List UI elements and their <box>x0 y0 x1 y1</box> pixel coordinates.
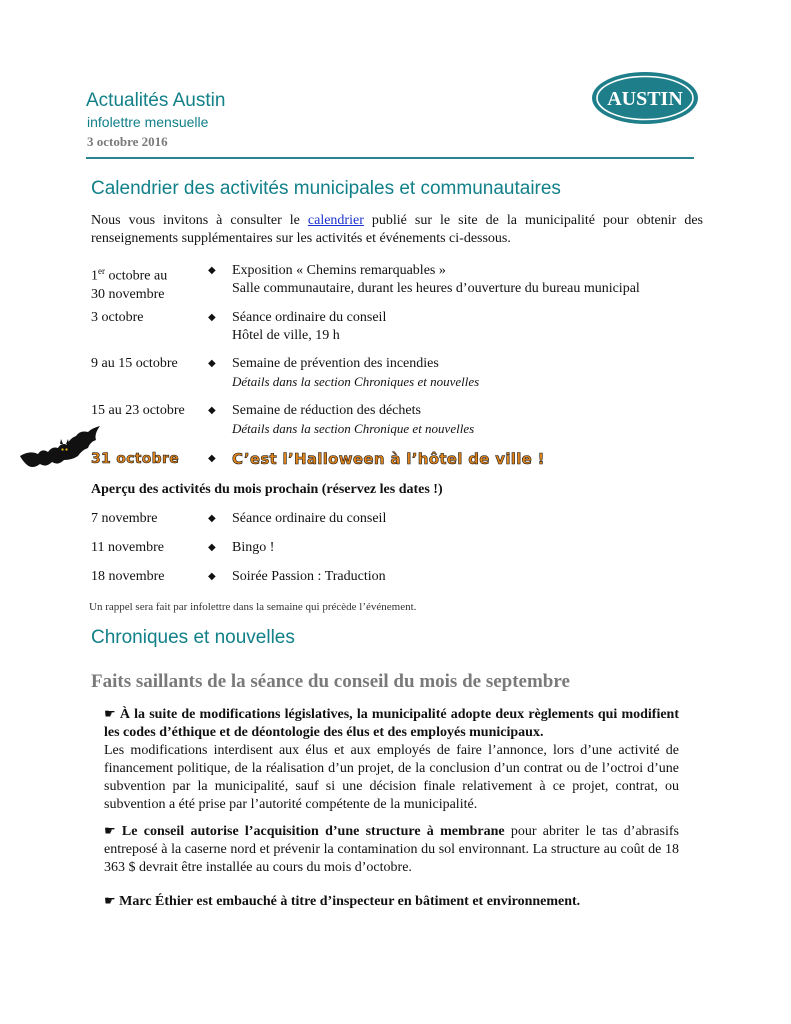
news-headline: Le conseil autorise l’acquisition d’une structure à membrane <box>121 824 505 839</box>
newsletter-subtitle: infolettre mensuelle <box>87 114 209 130</box>
pointing-hand-icon: ☛ <box>104 894 116 909</box>
reminder-note: Un rappel sera fait par infolettre dans la semaine qui précède l’événement. <box>89 601 417 613</box>
header-divider <box>86 157 694 159</box>
event-description: Soirée Passion : Traduction <box>232 569 386 584</box>
diamond-bullet-icon: ◆ <box>208 513 216 524</box>
calendar-heading: Calendrier des activités municipales et communautaires <box>91 178 561 199</box>
event-description: Bingo ! <box>232 540 275 555</box>
news-body: pour abriter le tas d’abrasifs entreposé à la caserne nord et prévenir la contamination du sol environnant. La structure au coût de 18 363 $ devrait être installée au cours du mois d’octobre. <box>104 824 679 875</box>
event-date: 3 octobre <box>91 310 144 325</box>
news-item <box>104 706 679 814</box>
event-description: Séance ordinaire du conseil <box>232 511 387 526</box>
news-headline: Marc Éthier est embauché à titre d’inspecteur en bâtiment et environnement. <box>119 894 581 909</box>
chronicles-heading: Chroniques et nouvelles <box>91 627 295 648</box>
newsletter-date: 3 octobre 2016 <box>87 134 168 149</box>
diamond-bullet-icon: ◆ <box>208 571 216 582</box>
next-month-heading: Aperçu des activités du mois prochain (réservez les dates !) <box>91 482 443 497</box>
newsletter-title: Actualités Austin <box>86 90 226 111</box>
event-description: Semaine de réduction des déchets Détails dans la section Chronique et nouvelles <box>232 403 475 436</box>
event-date: 1er octobre au 30 novembre <box>91 266 168 302</box>
news-body: Les modifications interdisent aux élus et aux employés de faire l’annonce, lors d’une activité de financement politique, de la réalisation d’un projet, de la conclusion d’un contrat ou de l’octroi d’une subvention par la municipalité, sauf si une décision finale relativement à ce projet, contrat, ou subvention a été prise par l’autorité compétente de la municipalité. <box>104 743 679 812</box>
event-date: 11 novembre <box>91 540 164 555</box>
news-item <box>104 893 679 911</box>
diamond-bullet-icon: ◆ <box>208 312 216 323</box>
event-description: Semaine de prévention des incendies Détails dans la section Chroniques et nouvelles <box>232 356 480 389</box>
halloween-event: C’est l’Halloween à l’hôtel de ville ! <box>232 450 545 468</box>
diamond-bullet-icon: ◆ <box>208 265 216 276</box>
event-description: Exposition « Chemins remarquables » Salle communautaire, durant les heures d’ouverture du bureau municipal <box>232 263 640 296</box>
diamond-bullet-icon: ◆ <box>208 542 216 553</box>
pointing-hand-icon: ☛ <box>104 707 116 722</box>
calendar-intro: Nous vous invitons à consulter le calendrier publié sur le site de la municipalité pour obtenir des renseignements supplémentaires sur les activités et événements ci-dessous. <box>91 213 703 246</box>
diamond-bullet-icon: ◆ <box>208 453 216 464</box>
logo-text: AUSTIN <box>607 88 683 110</box>
council-highlights-heading: Faits saillants de la séance du conseil du mois de septembre <box>91 671 570 692</box>
event-date: 18 novembre <box>91 569 165 584</box>
diamond-bullet-icon: ◆ <box>208 358 216 369</box>
news-item <box>104 823 679 877</box>
pointing-hand-icon: ☛ <box>104 824 116 839</box>
event-description: Séance ordinaire du conseil Hôtel de ville, 19 h <box>232 310 387 343</box>
event-date: 9 au 15 octobre <box>91 356 178 371</box>
halloween-date: 31 octobre <box>91 451 180 467</box>
calendar-link[interactable]: calendrier <box>307 213 364 228</box>
diamond-bullet-icon: ◆ <box>208 405 216 416</box>
austin-logo <box>590 70 700 126</box>
event-date: 7 novembre <box>91 511 158 526</box>
news-headline: À la suite de modifications législatives, la municipalité adopte deux règlements qui modifient les codes d’éthique et de déontologie des élus et des employés municipaux. <box>104 707 680 740</box>
event-date: 15 au 23 octobre <box>91 403 185 418</box>
